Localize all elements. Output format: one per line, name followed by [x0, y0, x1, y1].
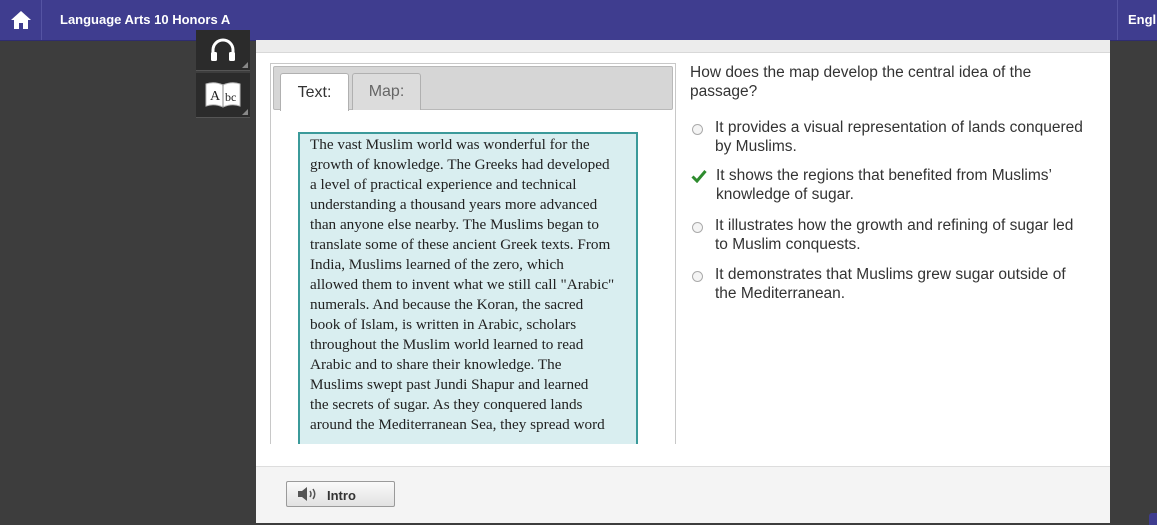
svg-text:A: A [210, 89, 221, 104]
dictionary-book-icon [204, 81, 242, 109]
passage-line: understanding a thousand years more advanced [310, 196, 598, 213]
radio-button[interactable] [692, 222, 703, 233]
home-button[interactable] [0, 0, 42, 40]
intro-audio-button[interactable] [286, 481, 395, 507]
intro-label: Intro [327, 488, 356, 503]
speaker-icon [297, 486, 319, 502]
radio-button[interactable] [692, 271, 703, 282]
course-title: Language Arts 10 Honors A [60, 12, 231, 27]
dictionary-tool-button[interactable] [196, 73, 250, 118]
passage-line: throughout the Muslim world learned to read [310, 336, 584, 353]
language-selector[interactable] [1117, 0, 1157, 40]
panel-header-strip [256, 40, 1110, 53]
svg-text:bc: bc [225, 90, 237, 104]
passage-line: growth of knowledge. The Greeks had developed [310, 156, 610, 173]
activity-panel [256, 40, 1110, 522]
passage-line: Muslims swept past Jundi Shapur and learned [310, 376, 589, 393]
language-label: Engl [1128, 12, 1157, 27]
home-icon [10, 10, 32, 30]
reading-tabs [273, 66, 673, 110]
footer-bar [256, 466, 1110, 523]
passage-line: Arabic and to share their knowledge. The [310, 356, 562, 373]
passage-line: book of Islam, is written in Arabic, scholars [310, 316, 577, 333]
passage-line: than anyone else nearby. The Muslims began to [310, 216, 599, 233]
corner-tab [1149, 513, 1157, 525]
passage-line: a level of practical experience and technical [310, 176, 577, 193]
passage-line: India, Muslims learned of the zero, which [310, 256, 564, 273]
passage-line: allowed them to invent what we still call "Arabic" [310, 276, 615, 293]
passage-line: around the Mediterranean Sea, they spread word [310, 416, 605, 433]
passage-line: numerals. And because the Koran, the sacred [310, 296, 584, 313]
top-bar [0, 0, 1157, 41]
answer-option-text: It demonstrates that Muslims grew sugar outside of the Mediterranean. [715, 266, 1066, 302]
passage-line: The vast Muslim world was wonderful for the [310, 136, 590, 153]
checkmark-icon [691, 169, 707, 183]
headphones-icon [209, 38, 237, 62]
passage-line: the secrets of sugar. As they conquered lands [310, 396, 583, 413]
answer-option-text: It provides a visual representation of lands conquered by Muslims. [715, 119, 1083, 155]
passage-text [298, 132, 638, 444]
radio-button[interactable] [692, 124, 703, 135]
answer-option-text: It illustrates how the growth and refining of sugar led to Muslim conquests. [715, 217, 1074, 253]
tab-text[interactable]: Text: [280, 73, 349, 111]
tab-map[interactable]: Map: [352, 73, 421, 110]
reading-box [270, 63, 676, 444]
answer-option-text: It shows the regions that benefited from Muslims’ knowledge of sugar. [716, 167, 1052, 203]
audio-tool-button[interactable] [196, 30, 250, 71]
passage-line: translate some of these ancient Greek texts. From [310, 236, 611, 253]
question-prompt: How does the map develop the central idea of the passage? [690, 64, 1032, 100]
